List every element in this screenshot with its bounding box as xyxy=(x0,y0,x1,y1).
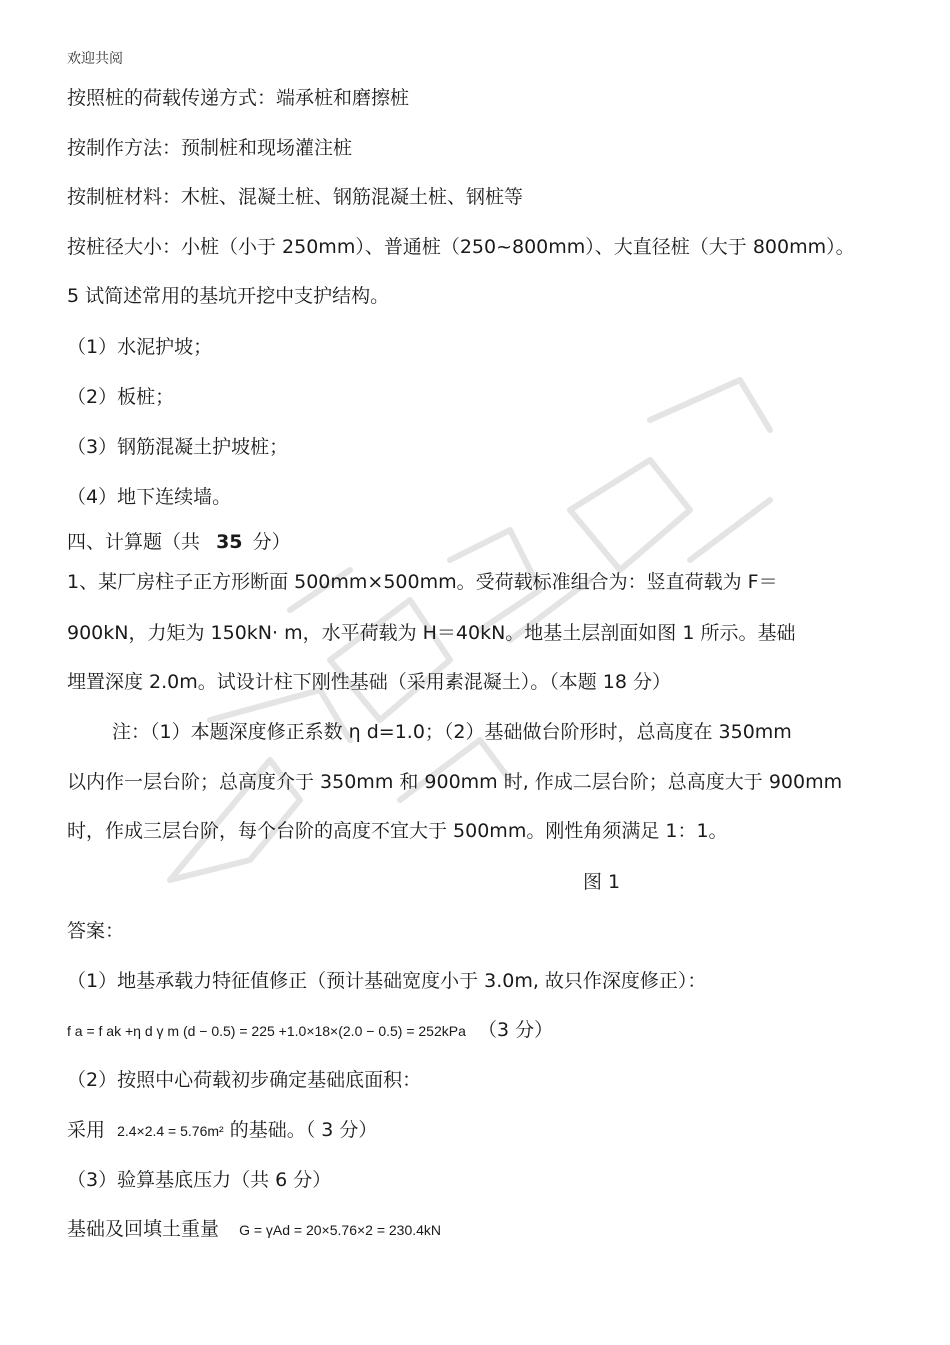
problem-text-2: 900kN，力矩为 150kN· m，水平荷载为 H＝40kN。地基土层剖面如图 1 所示。基础 xyxy=(67,622,796,644)
answer-label: 答案： xyxy=(67,920,125,942)
adopt-label: 采用 xyxy=(67,1119,106,1141)
adopt-suffix: 的基础。（ 3 分） xyxy=(229,1119,378,1141)
weight-label: 基础及回填土重量 xyxy=(67,1218,220,1240)
answer-item-4: （4）地下连续墙。 xyxy=(67,486,232,508)
section-heading-part2: 分） xyxy=(252,531,291,553)
page-header: 欢迎共阅 xyxy=(67,51,123,67)
formula-line-2 xyxy=(67,1118,377,1143)
formula-bearing-capacity: f a = f ak +η d γ m (d − 0.5) = 225 +1.0×18×(2.0 − 0.5) = 252kPa xyxy=(67,1023,466,1039)
note-text-2: 以内作一层台阶；总高度介于 350mm 和 900mm 时, 作成二层台阶；总高度大于 900mm xyxy=(67,771,843,793)
formula-line-1 xyxy=(67,1018,553,1043)
answer-step-3: （3）验算基底压力（共 6 分） xyxy=(67,1169,332,1191)
question-5: 5 试简述常用的基坑开挖中支护结构。 xyxy=(67,285,390,307)
text-line-1: 按照桩的荷载传递方式：端承桩和磨擦桩 xyxy=(67,87,410,109)
note-text-1: 注：（1）本题深度修正系数 η d=1.0；（2）基础做台阶形时，总高度在 350mm xyxy=(112,721,792,743)
section-heading-score: 35 xyxy=(216,531,243,553)
section-heading xyxy=(67,530,291,554)
problem-text-3: 埋置深度 2.0m。试设计柱下刚性基础（采用素混凝土）。（本题 18 分） xyxy=(67,671,672,693)
answer-item-1: （1）水泥护坡； xyxy=(67,336,213,358)
problem-text-1: 1、某厂房柱子正方形断面 500mm×500mm。受荷载标准组合为：竖直荷载为 F＝ xyxy=(67,571,778,593)
text-line-4: 按桩径大小：小桩（小于 250mm）、普通桩（250~800mm）、大直径桩（大于 800mm）。 xyxy=(67,236,855,258)
section-heading-part1: 四、计算题（共 xyxy=(67,531,201,553)
formula-area: 2.4×2.4 = 5.76m² xyxy=(117,1123,224,1139)
formula-line-3 xyxy=(67,1217,441,1242)
text-line-2: 按制作方法：预制桩和现场灌注桩 xyxy=(67,137,353,159)
note-text-3: 时，作成三层台阶，每个台阶的高度不宜大于 500mm。刚性角须满足 1：1。 xyxy=(67,820,728,842)
figure-caption: 图 1 xyxy=(583,871,621,893)
answer-item-2: （2）板桩； xyxy=(67,386,175,408)
answer-step-2: （2）按照中心荷载初步确定基础底面积： xyxy=(67,1069,422,1091)
formula-score-1: （3 分） xyxy=(477,1019,554,1041)
formula-weight: G = γAd = 20×5.76×2 = 230.4kN xyxy=(239,1222,442,1238)
text-line-3: 按制桩材料：木桩、混凝土桩、钢筋混凝土桩、钢桩等 xyxy=(67,186,524,208)
answer-step-1: （1）地基承载力特征值修正（预计基础宽度小于 3.0m, 故只作深度修正）： xyxy=(67,970,707,992)
answer-item-3: （3）钢筋混凝土护坡桩； xyxy=(67,436,289,458)
